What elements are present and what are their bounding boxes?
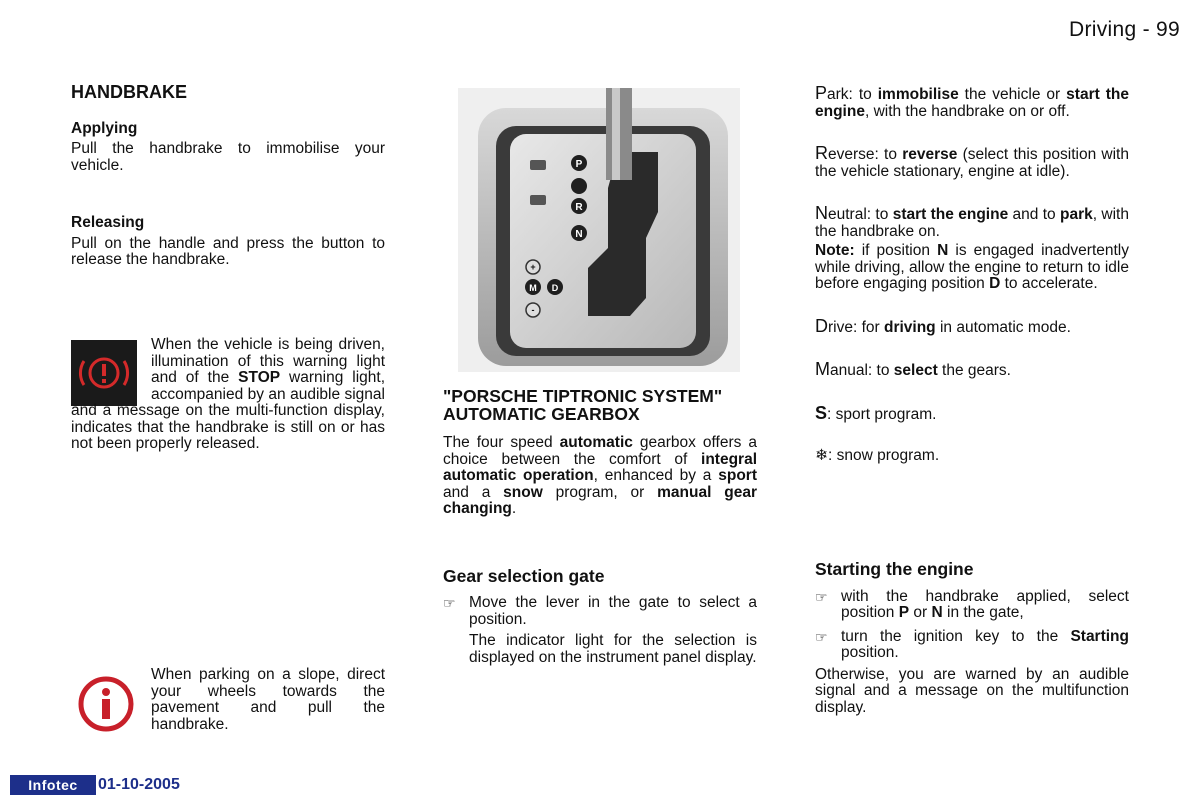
gate-title: Gear selection gate <box>443 565 605 586</box>
gearbox-section <box>443 387 757 666</box>
positions-section <box>815 85 1129 465</box>
neutral-entry: Neutral: to start the engine and to park, with the handbrake on. <box>815 203 1129 240</box>
handbrake-section <box>71 84 385 269</box>
gate-label-n: N <box>575 229 583 240</box>
gate-label-d: D <box>551 283 559 293</box>
info-text: When parking on a slope, direct your wheels towards the pavement and pull the handbrake. <box>151 666 385 733</box>
warning-text: When the vehicle is being driven, illumination of this warning light and of the STOP warning light, accompanied by an audible signal and a message on the multi-function display, indicates that the handbrake is still on or has not been properly released. <box>71 336 385 452</box>
reverse-entry: Reverse: to reverse (select this position with the vehicle stationary, engine at idle). <box>815 143 1129 180</box>
note-entry: Note: if position N is engaged inadvertently while driving, allow the engine to return to idle before engaging position D to accelerate. <box>815 242 1129 292</box>
manual-entry: Manual: to select the gears. <box>815 359 1011 379</box>
gearbox-title: "PORSCHE TIPTRONIC SYSTEM" AUTOMATIC GEARBOX <box>443 386 723 424</box>
page-header: Driving - 99 <box>1069 18 1180 41</box>
gate-bullet: ☞ Move the lever in the gate to select a position. <box>443 594 757 628</box>
releasing-text: Pull on the handle and press the button to release the handbrake. <box>71 234 385 268</box>
hand-pointer-icon: ☞ <box>443 595 456 611</box>
drive-entry: Drive: for driving in automatic mode. <box>815 315 1071 336</box>
gate-label-minus: - <box>531 305 535 315</box>
warning-text-flow <box>71 337 385 453</box>
handbrake-title: HANDBRAKE <box>71 82 187 102</box>
starting-otherwise: Otherwise, you are warned by an audible signal and a message on the multifunction display. <box>815 665 1129 716</box>
footer-date: 01-10-2005 <box>98 776 180 793</box>
gearbox-intro: The four speed automatic gearbox offers a choice between the comfort of integral automatic operation, enhanced by a sport and a snow program, or manual gear changing. <box>443 434 757 517</box>
snow-entry: ❄: snow program. <box>815 447 940 464</box>
hand-pointer-icon: ☞ <box>815 628 828 645</box>
gate-indicator-text: The indicator light for the selection is displayed on the instrument panel display. <box>469 632 757 666</box>
gear-selector-image <box>458 88 740 372</box>
snowflake-icon: ❄ <box>815 447 828 464</box>
starting-bullet-2: ☞ turn the ignition key to the Starting position. <box>815 627 1129 661</box>
gate-label-m: M <box>529 283 537 293</box>
park-entry: Park: to immobilise the vehicle or start the engine, with the handbrake on or off. <box>815 83 1129 120</box>
starting-title: Starting the engine <box>815 559 974 579</box>
starting-section <box>815 561 1129 716</box>
gate-label-plus: + <box>530 262 536 272</box>
infotec-logo: Infotec <box>10 775 96 795</box>
applying-title: Applying <box>71 119 138 137</box>
info-text-block <box>151 667 385 733</box>
starting-bullet-1: ☞ with the handbrake applied, select position P or N in the gate, <box>815 587 1129 621</box>
stop-label: STOP <box>238 369 281 386</box>
applying-text: Pull the handbrake to immobilise your vehicle. <box>71 140 385 174</box>
sport-entry: S: sport program. <box>815 402 937 423</box>
info-icon <box>78 676 134 732</box>
gate-label-p: P <box>575 159 583 170</box>
gate-label-r: R <box>575 202 583 213</box>
releasing-title: Releasing <box>71 214 145 231</box>
hand-pointer-icon: ☞ <box>815 588 828 605</box>
